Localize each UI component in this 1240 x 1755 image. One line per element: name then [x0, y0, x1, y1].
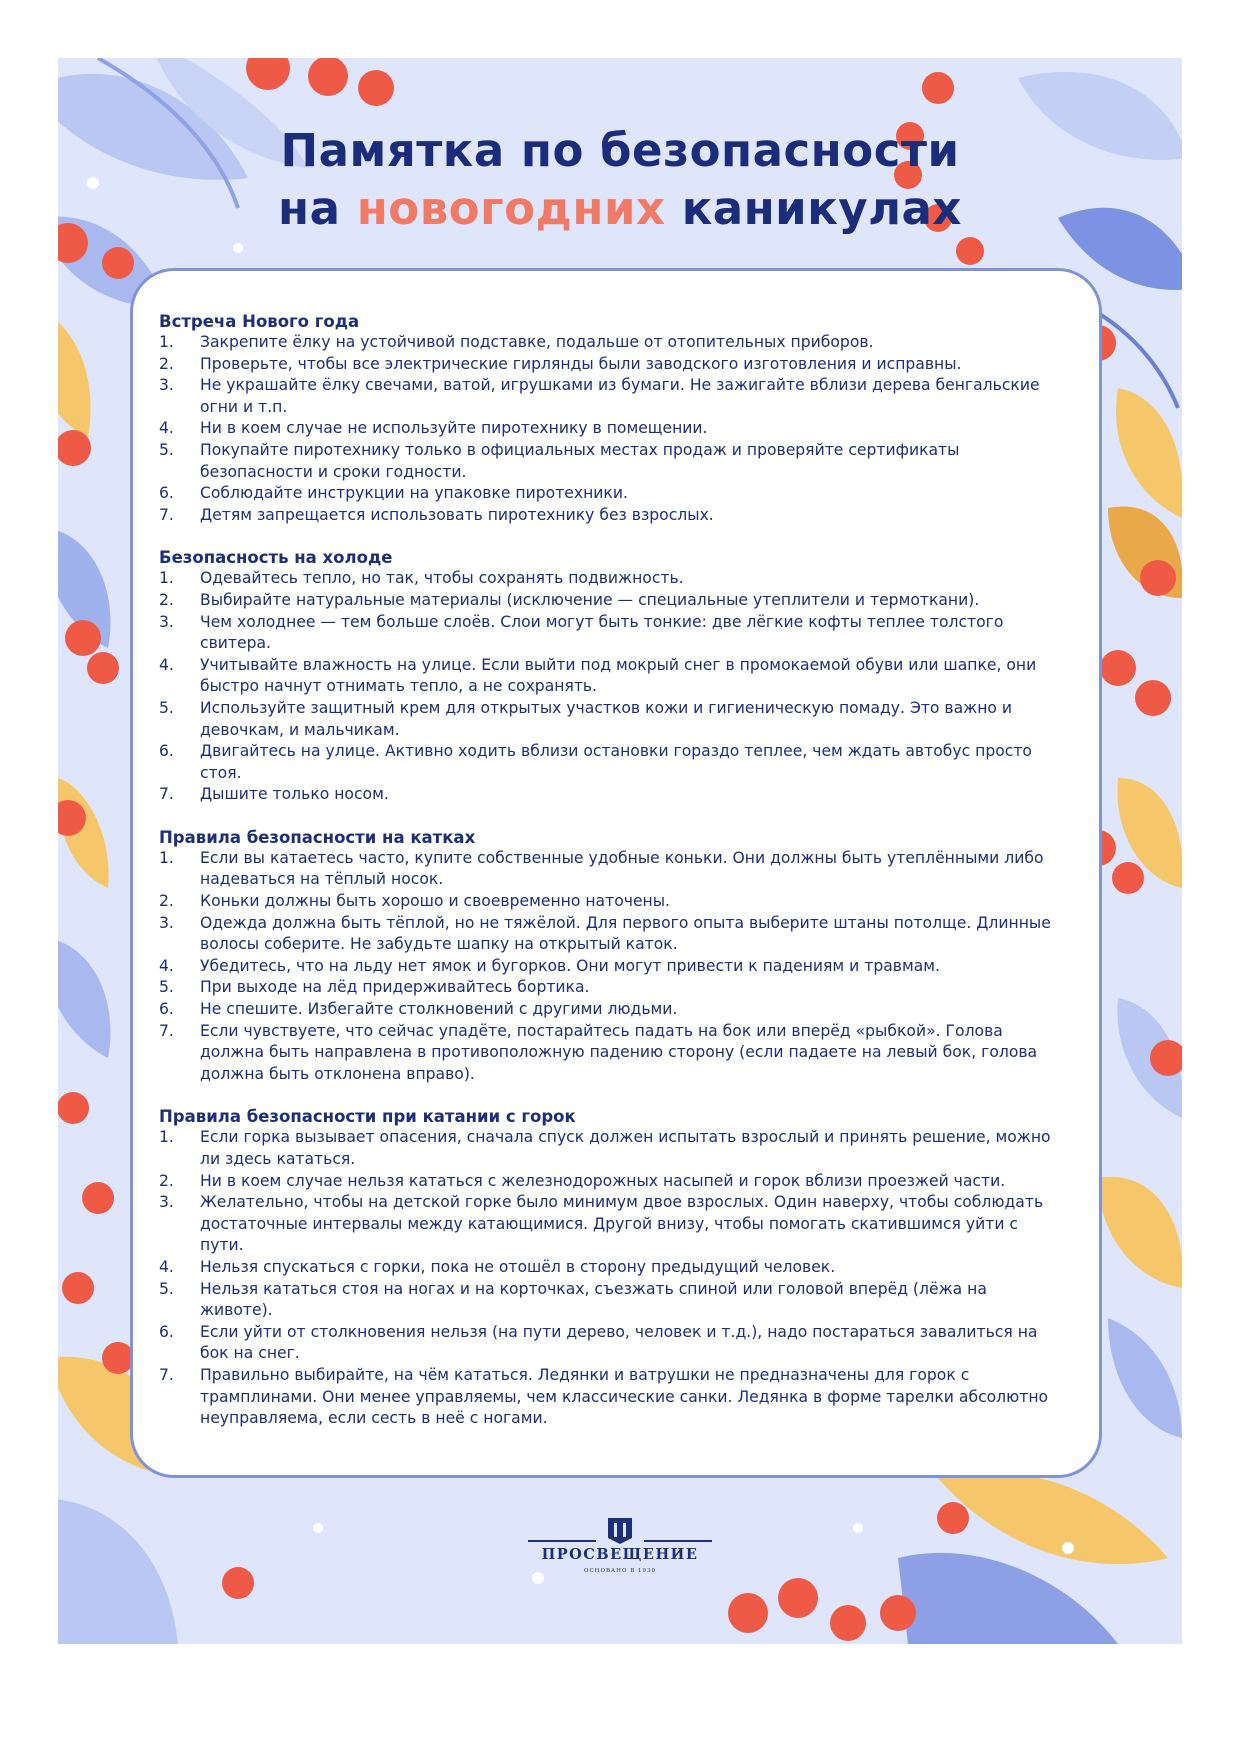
item-text: Нельзя спускаться с горки, пока не отошёл в сторону предыдущий человек.: [200, 1257, 836, 1276]
item-number: 5.: [159, 1279, 174, 1298]
list-item: [159, 848, 1063, 891]
item-text: Закрепите ёлку на устойчивой подставке, подальше от отопительных приборов.: [200, 333, 874, 351]
item-number: 4.: [159, 655, 174, 674]
rules-list: [159, 332, 1063, 526]
item-text: Если горка вызывает опасения, сначала спуск должен испытать взрослый и принять решение, можно ли здесь кататься.: [200, 1128, 1051, 1168]
list-item: [159, 698, 1063, 741]
item-text: Нельзя кататься стоя на ногах и на корточках, съезжать спиной или головой вперёд (лёжа на животе).: [200, 1279, 987, 1320]
item-text: Проверьте, чтобы все электрические гирлянды были заводского изготовления и исправны.: [200, 354, 962, 373]
section: [159, 547, 1063, 806]
list-item: [159, 418, 1063, 440]
title-prefix: на: [278, 182, 341, 235]
item-number: 6.: [159, 1322, 174, 1341]
list-item: [159, 375, 1063, 418]
list-item: [159, 891, 1063, 913]
section-heading: Правила безопасности при катании с горок: [159, 1107, 576, 1127]
list-item: [159, 1171, 1063, 1193]
section-heading: Встреча Нового года: [159, 312, 360, 331]
item-number: 4.: [159, 956, 174, 975]
list-item: [159, 590, 1063, 612]
item-number: 7.: [159, 785, 174, 804]
publisher-logo: [58, 1516, 1182, 1586]
item-number: 4.: [159, 1257, 174, 1276]
item-number: 1.: [159, 569, 174, 588]
content-card: [130, 268, 1102, 1478]
rules-list: [159, 1127, 1063, 1429]
item-number: 7.: [159, 505, 174, 524]
item-text: Если вы катаетесь часто, купите собственные удобные коньки. Они должны быть утеплёнными либо надеваться на тёплый носок.: [200, 848, 1044, 889]
item-text: Покупайте пиротехнику только в официальных местах продаж и проверяйте сертификаты безопасности и сроки годности.: [200, 440, 960, 481]
list-item: [159, 1021, 1063, 1086]
item-text: Соблюдайте инструкции на упаковке пиротехники.: [200, 484, 628, 503]
list-item: [159, 483, 1063, 505]
item-text: Правильно выбирайте, на чём кататься. Ледянки и ватрушки не предназначены для горок с трамплинами. Они менее управляемы, чем классические санки. Ледянка в форме тарелки абсолютно неуправляема, если сесть в неё с ногами.: [200, 1365, 1049, 1428]
list-item: [159, 1257, 1063, 1279]
item-text: Ни в коем случае не используйте пиротехнику в помещении.: [200, 419, 708, 438]
item-text: Если чувствуете, что сейчас упадёте, постарайтесь падать на бок или вперёд «рыбкой». Голова должна быть направлена в противоположную падению сторону (если падаете на левый бок, голова должна быть отклонена вправо).: [200, 1021, 1038, 1083]
item-text: Чем холоднее — тем больше слоёв. Слои могут быть тонкие: две лёгкие кофты теплее толстого свитера.: [200, 612, 1004, 653]
list-item: [159, 568, 1063, 590]
list-item: [159, 1365, 1063, 1430]
section-heading: Правила безопасности на катках: [159, 827, 476, 847]
item-number: 7.: [159, 1021, 174, 1040]
item-text: Одевайтесь тепло, но так, чтобы сохранять подвижность.: [200, 569, 684, 588]
item-number: 1.: [159, 1128, 174, 1147]
item-number: 6.: [159, 742, 174, 761]
list-item: [159, 999, 1063, 1021]
item-text: Детям запрещается использовать пиротехнику без взрослых.: [200, 505, 714, 524]
logo-brand-name: ПРОСВЕЩЕНИЕ: [541, 1546, 699, 1563]
item-text: Дышите только носом.: [200, 785, 389, 804]
list-item: [159, 612, 1063, 655]
logo-line-right: [644, 1540, 712, 1542]
section-heading: Безопасность на холоде: [159, 548, 393, 568]
item-number: 3.: [159, 1193, 174, 1212]
poster: [58, 58, 1182, 1644]
item-number: 7.: [159, 1365, 174, 1384]
list-item: [159, 977, 1063, 999]
section: [159, 1106, 1063, 1429]
title-suffix: каникулах: [681, 182, 962, 235]
list-item: [159, 440, 1063, 483]
item-number: 1.: [159, 848, 174, 867]
rules-list: [159, 568, 1063, 806]
item-number: 1.: [159, 333, 174, 351]
item-number: 2.: [159, 892, 174, 911]
list-item: [159, 332, 1063, 354]
item-number: 5.: [159, 440, 174, 459]
item-number: 6.: [159, 484, 174, 503]
item-text: Коньки должны быть хорошо и своевременно наточены.: [200, 892, 671, 911]
page-title: [58, 122, 1182, 238]
item-text: Ни в коем случае нельзя кататься с железнодорожных насыпей и горок вблизи проезжей части.: [200, 1171, 1006, 1190]
logo-since: ОСНОВАНО В 1930: [583, 1568, 657, 1574]
item-text: Не украшайте ёлку свечами, ватой, игрушками из бумаги. Не зажигайте вблизи дерева бенгальские огни и т.п.: [200, 376, 1040, 416]
item-number: 3.: [159, 913, 174, 932]
item-text: Используйте защитный крем для открытых участков кожи и гигиеническую помаду. Это важно и девочкам, и мальчикам.: [200, 698, 1013, 739]
item-text: Убедитесь, что на льду нет ямок и бугорков. Они могут привести к падениям и травмам.: [200, 956, 941, 975]
item-text: Двигайтесь на улице. Активно ходить вблизи остановки гораздо теплее, чем ждать автобус просто стоя.: [200, 742, 1032, 782]
item-text: Если уйти от столкновения нельзя (на пути дерево, человек и т.д.), надо постараться завалиться на бок на снег.: [200, 1322, 1038, 1363]
list-item: [159, 1322, 1063, 1365]
item-text: Выбирайте натуральные материалы (исключение — специальные утеплители и термоткани).: [200, 590, 980, 609]
list-item: [159, 1192, 1063, 1257]
item-number: 5.: [159, 698, 174, 717]
list-item: [159, 913, 1063, 956]
item-text: При выходе на лёд придерживайтесь бортика.: [200, 978, 590, 997]
list-item: [159, 655, 1063, 698]
title-line-2: [58, 180, 1182, 238]
item-number: 2.: [159, 590, 174, 609]
item-number: 5.: [159, 978, 174, 997]
list-item: [159, 741, 1063, 784]
item-number: 6.: [159, 1000, 174, 1019]
item-text: Учитывайте влажность на улице. Если выйти под мокрый снег в промокаемой обуви или шапке, они быстро начнут отнимать тепло, а не сохранять.: [200, 655, 1037, 696]
item-text: Не спешите. Избегайте столкновений с другими людьми.: [200, 1000, 678, 1019]
item-text: Одежда должна быть тёплой, но не тяжёлой. Для первого опыта выберите штаны потолще. Длинные волосы соберите. Не забудьте шапку на открытый каток.: [200, 913, 1051, 954]
list-item: [159, 505, 1063, 527]
item-text: Желательно, чтобы на детской горке было минимум двое взрослых. Один наверху, чтобы соблюдать достаточные интервалы между катающимися. Другой внизу, чтобы помогать скатившимся уйти с пути.: [200, 1193, 1044, 1255]
list-item: [159, 1127, 1063, 1170]
list-item: [159, 956, 1063, 978]
item-number: 3.: [159, 376, 174, 395]
book-emblem-icon: [606, 1516, 634, 1546]
rules-list: [159, 848, 1063, 1086]
section: [159, 311, 1063, 526]
item-number: 3.: [159, 612, 174, 631]
list-item: [159, 1279, 1063, 1322]
list-item: [159, 784, 1063, 806]
logo-line-left: [528, 1540, 596, 1542]
item-number: 4.: [159, 419, 174, 438]
title-accent-word: новогодних: [356, 182, 666, 235]
title-line-1: Памятка по безопасности: [280, 124, 960, 177]
list-item: [159, 354, 1063, 376]
item-number: 2.: [159, 1171, 174, 1190]
item-number: 2.: [159, 354, 174, 373]
section: [159, 827, 1063, 1086]
